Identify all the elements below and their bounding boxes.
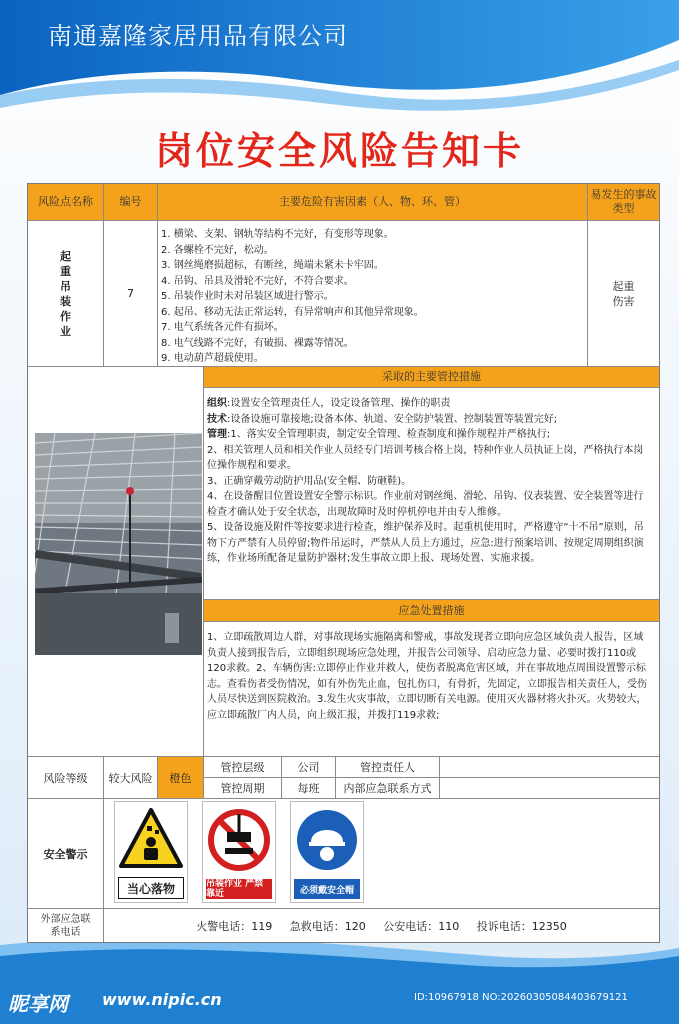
footer-brand: 昵享网	[8, 992, 68, 1016]
accident-type	[588, 221, 659, 367]
footer-id: ID:10967918 NO:20260305084403679121	[414, 992, 628, 1003]
hazard-item: 1. 横梁、支架、钢轨等结构不完好，有变形等现象。	[161, 229, 394, 240]
control-level-value: 公司	[282, 757, 336, 778]
hazard-item: 3. 钢丝绳磨损超标，有断丝，绳端未紧未卡牢固。	[161, 260, 384, 271]
risk-card	[27, 183, 660, 943]
control-measures-heading: 采取的主要管控措施	[204, 367, 659, 388]
control-item: 4、在设备醒目位置设置安全警示标识。作业前对钢丝绳、滑轮、吊钩、仪表装置、安全装置等进行检查才确认处于安全状态，出现故障时及时停机停电并由专人维修。	[207, 491, 644, 518]
hazard-list	[158, 221, 588, 367]
responsible-label: 管控责任人	[336, 757, 440, 778]
footer-url: www.nipic.cn	[102, 990, 222, 1009]
responsible-value	[440, 757, 659, 778]
safety-warning-label: 安全警示	[28, 799, 104, 909]
helmet-required-label: 必须戴安全帽	[294, 879, 360, 899]
external-phone-numbers: 火警电话：119 急救电话：120 公安电话：110 投诉电话：12350	[196, 919, 567, 933]
hazard-item: 4. 吊钩、吊具及滑轮不完好，不符合要求。	[161, 275, 354, 287]
risk-point-name-char: 作	[60, 309, 71, 323]
risk-point-name-char: 装	[60, 294, 71, 308]
col-accident-header: 易发生的事故类型	[588, 184, 659, 221]
accident-type-text: 起重伤害	[612, 279, 635, 308]
risk-point-name-char: 起	[60, 249, 71, 263]
risk-point-name-char: 重	[60, 264, 71, 278]
control-item: 2、相关管理人员和相关作业人员经专门培训考核合格上岗，特种作业人员执证上岗，严格执行本岗位操作规程和要求。	[207, 444, 644, 471]
mgmt-line	[207, 427, 653, 443]
external-contact-label	[28, 909, 104, 942]
site-photo-cell	[28, 367, 204, 757]
falling-objects-icon	[115, 802, 187, 878]
risk-point-name	[28, 221, 104, 367]
hazard-item: 2. 各螺栓不完好，松动。	[161, 244, 274, 256]
org-line	[207, 396, 653, 412]
col-hazards-header: 主要危险有害因素（人、物、环、管）	[158, 184, 588, 221]
hazard-item: 6. 起吊、移动无法正常运转，有异常响声和其他异常现象。	[161, 306, 424, 318]
col-number-header: 编号	[104, 184, 158, 221]
hazard-item: 7. 电气系统各元件有损坏。	[161, 322, 284, 333]
tech-label: 技术	[207, 413, 227, 425]
emergency-measures: 1、立即疏散周边人群，对事故现场实施隔离和警戒，事故发现者立即向应急区域负责人报告，区域负责人接到报告后，立即组织现场应急处理，并报告公司领导、启动应急力量、必要时拨打110或120求救。2、车辆伤害:立即停止作业并救人，使伤者脱离危害区域，并在事故地点周围设置警示标志。查看伤者受伤情况，如有外伤先止血，包扎伤口，有骨折，先固定，立即报告相关责任人，受伤人员尽快送到医院救治。3.发生火灾事故，立即切断有关电源。使用灭火器材将火扑灭。火势较大，应立即疏散厂内人员，向上级汇报，并拨打119求救;	[204, 622, 659, 757]
risk-point-name-char: 吊	[60, 279, 71, 293]
risk-point-name-char: 业	[60, 324, 71, 338]
internal-contact-value	[440, 778, 659, 799]
emergency-heading: 应急处置措施	[204, 600, 659, 622]
tech-text: :设备设施可靠接地;设备本体、轨道、安全防护装置、控制装置等装置完好;	[227, 413, 558, 425]
no-standing-under-load-sign	[202, 801, 276, 903]
page-title: 岗位安全风险告知卡	[154, 129, 524, 173]
no-standing-under-load-icon	[203, 802, 275, 878]
control-item: 5、设备设施及附件等按要求进行检查，维护保养及时。起重机使用时，严格遵守“十不吊”原则，吊物下方严禁有人员停留;物件吊运时，严禁从人员上方通过，应急:进行预案培训、按规定周期组织演练，作业场所配备足量防护器材;发生事故立即上报、现场处置、实施求援。	[207, 522, 644, 564]
org-text: :设置安全管理责任人，设定设备管理、操作的职责	[227, 398, 451, 409]
hazard-item: 5. 吊装作业时未对吊装区域进行警示。	[161, 291, 334, 302]
risk-level-value: 较大风险	[104, 757, 158, 799]
control-cycle-value: 每班	[282, 778, 336, 799]
falling-objects-sign	[114, 801, 188, 903]
control-level-label: 管控层级	[204, 757, 282, 778]
crane-site-photo	[35, 433, 202, 655]
falling-objects-label: 当心落物	[118, 877, 184, 899]
risk-number: 7	[104, 221, 158, 367]
risk-level-label: 风险等级	[28, 757, 104, 799]
internal-contact-label: 内部应急联系方式	[336, 778, 440, 799]
workshop-ceiling-image	[35, 433, 202, 655]
hazard-item: 9. 电动葫芦超载使用。	[161, 353, 264, 364]
control-cycle-label: 管控周期	[204, 778, 282, 799]
control-item: 3、正确穿戴劳动防护用品(安全帽、防砸鞋)。	[207, 475, 412, 487]
org-label: 组织	[207, 398, 227, 409]
hazard-item: 8. 电气线路不完好，有破损、裸露等情况。	[161, 337, 354, 349]
col-risk-point-header: 风险点名称	[28, 184, 104, 221]
company-name: 南通嘉隆家居用品有限公司	[48, 22, 348, 50]
footer-bar	[0, 970, 679, 1024]
external-contact-label-text: 外部应急联系电话	[40, 913, 91, 938]
helmet-required-icon	[291, 802, 363, 878]
tech-line	[207, 412, 653, 428]
control-measures	[204, 388, 659, 600]
mgmt-text: :1、落实安全管理职责，制定安全管理、检查制度和操作规程并严格执行;	[227, 429, 551, 440]
no-standing-under-load-label: 吊装作业 严禁靠近	[206, 879, 272, 899]
safety-signs	[104, 799, 659, 909]
risk-color-badge: 橙色	[158, 757, 204, 799]
mgmt-label: 管理	[207, 429, 227, 440]
helmet-required-sign	[290, 801, 364, 903]
